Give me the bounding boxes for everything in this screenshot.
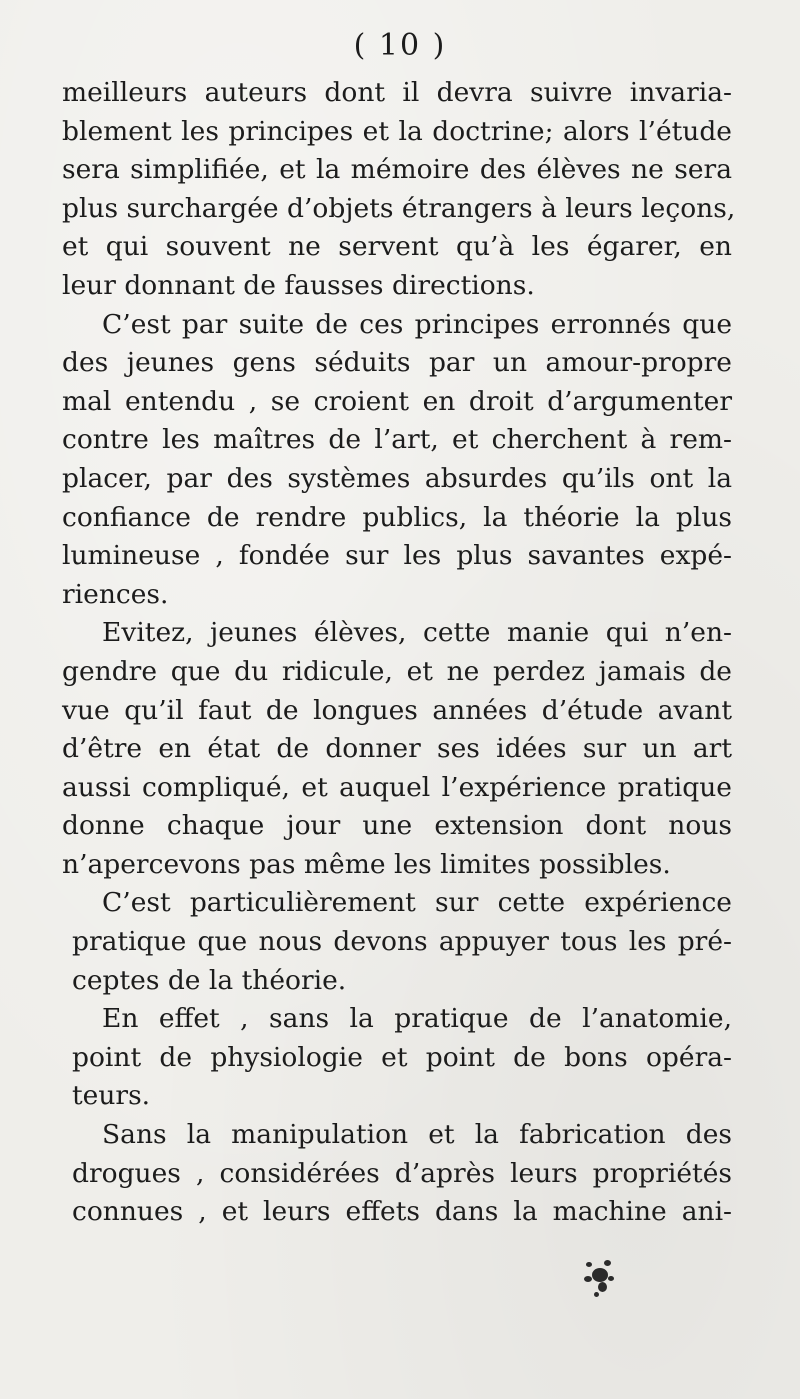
text-line: riences. — [62, 578, 169, 610]
body-text — [62, 74, 736, 1232]
text-line: pratique que nous devons appuyer tous les pré- — [72, 926, 732, 958]
text-line: sera simplifiée, et la mémoire des élèves ne sera — [62, 154, 732, 186]
text-line: connues , et leurs effets dans la machine ani- — [72, 1196, 732, 1228]
text-line: mal entendu , se croient en droit d’argumenter — [62, 385, 732, 417]
page-number: ( 10 ) — [353, 28, 447, 63]
text-line: ceptes de la théorie. — [72, 964, 347, 996]
text-line: point de physiologie et point de bons opéra- — [72, 1041, 732, 1073]
text-line: n’apercevons pas même les limites possibles. — [62, 848, 671, 880]
text-line: lumineuse , fondée sur les plus savantes expé- — [62, 540, 732, 572]
text-line: drogues , considérées d’après leurs propriétés — [72, 1157, 732, 1189]
text-line: teurs. — [72, 1080, 151, 1112]
text-line: vue qu’il faut de longues années d’étude avant — [62, 694, 732, 726]
text-line: blement les principes et la doctrine; alors l’étude — [62, 115, 732, 147]
text-line: d’être en état de donner ses idées sur un art — [62, 733, 732, 765]
text-line: En effet , sans la pratique de l’anatomie, — [102, 1003, 732, 1035]
text-line: et qui souvent ne servent qu’à les égarer, en — [62, 231, 732, 263]
text-line: Evitez, jeunes élèves, cette manie qui n’en- — [102, 617, 732, 649]
text-line: placer, par des systèmes absurdes qu’ils ont la — [62, 462, 732, 494]
text-line: C’est particulièrement sur cette expérience — [102, 887, 732, 919]
text-line: donne chaque jour une extension dont nous — [62, 810, 732, 842]
text-line: contre les maîtres de l’art, et cherchent à rem- — [62, 424, 732, 456]
text-line: gendre que du ridicule, et ne perdez jamais de — [62, 655, 732, 687]
text-line: leur donnant de fausses directions. — [62, 269, 535, 301]
text-line: des jeunes gens séduits par un amour-propre — [62, 347, 732, 379]
text-line: plus surchargée d’objets étrangers à leurs leçons, — [62, 192, 736, 224]
text-line: meilleurs auteurs dont il devra suivre invaria- — [62, 77, 732, 108]
text-line: C’est par suite de ces principes erronnés que — [102, 308, 732, 340]
text-line: aussi compliqué, et auquel l’expérience pratique — [62, 771, 732, 803]
ink-blot-icon — [580, 1258, 620, 1300]
text-line: confiance de rendre publics, la théorie la plus — [62, 501, 732, 533]
text-line: Sans la manipulation et la fabrication des — [102, 1119, 732, 1151]
